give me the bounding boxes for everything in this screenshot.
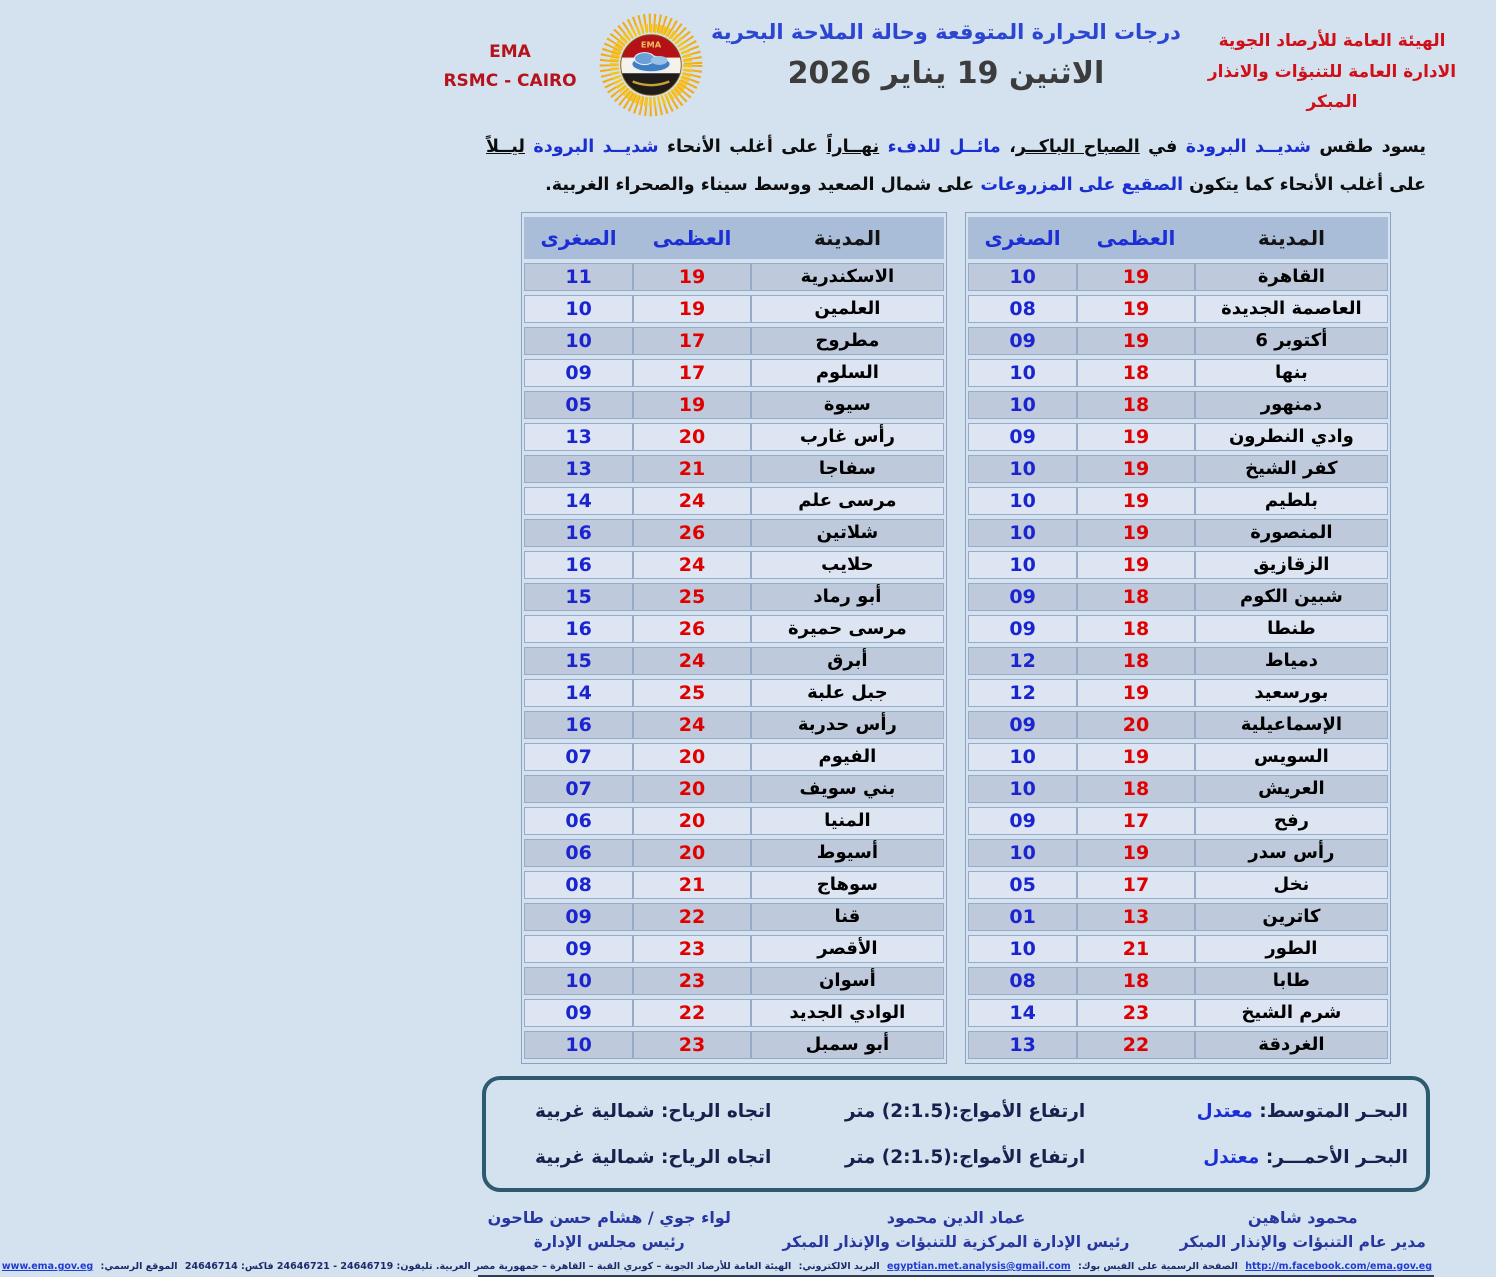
min-temp-cell: 07 [524,775,633,803]
max-temp-cell: 19 [1077,263,1195,291]
signature-name: عماد الدين محمود [886,1208,1026,1227]
city-name-cell: بنها [1195,359,1388,387]
header [416,0,1496,124]
min-temp-cell: 10 [968,391,1077,419]
summary-segment: مائــل للدفء [887,137,1001,157]
max-temp-cell: 24 [633,711,751,739]
city-row [524,1031,944,1059]
agency-abbr: EMA [489,42,531,62]
city-name-cell: مرسى علم [751,487,944,515]
min-temp-cell: 09 [524,903,633,931]
max-temp-cell: 19 [1077,839,1195,867]
summary-segment: شديــد البرودة [533,137,659,157]
summary-segment: على شمال الصعيد ووسط سيناء والصحراء الغربية. [545,175,981,195]
city-row [968,999,1388,1027]
max-temp-cell: 18 [1077,615,1195,643]
max-temp-cell: 20 [633,839,751,867]
city-row [524,615,944,643]
min-temp-cell: 12 [968,679,1077,707]
column-header-city: المدينة [751,217,944,259]
left-temperature-table [524,213,944,1063]
city-row [524,551,944,579]
city-row [968,551,1388,579]
max-temp-cell: 19 [633,263,751,291]
min-temp-cell: 13 [968,1031,1077,1059]
max-temp-cell: 24 [633,647,751,675]
forecast-date: الاثنين 19 يناير 2026 [787,56,1105,91]
min-temp-cell: 16 [524,519,633,547]
max-temp-cell: 22 [633,903,751,931]
min-temp-cell: 16 [524,551,633,579]
right-temperature-table [968,213,1388,1063]
min-temp-cell: 09 [968,807,1077,835]
min-temp-cell: 08 [968,967,1077,995]
city-row [524,679,944,707]
city-row [968,647,1388,675]
city-row [524,711,944,739]
summary-segment: نهــاراً [826,137,880,157]
max-temp-cell: 17 [633,359,751,387]
min-temp-cell: 10 [524,327,633,355]
facebook-link[interactable]: http://m.facebook.com/ema.gov.eg [1245,1261,1432,1272]
max-temp-cell: 19 [1077,743,1195,771]
city-name-cell: رأس حدربة [751,711,944,739]
city-row [968,519,1388,547]
city-name-cell: سوهاج [751,871,944,899]
summary-segment: الصباح الباكــر [1015,137,1140,157]
min-temp-cell: 06 [524,807,633,835]
min-temp-cell: 09 [524,999,633,1027]
org-line1: الهيئة العامة للأرصاد الجوية [1218,31,1446,51]
max-temp-cell: 18 [1077,359,1195,387]
sea-label: البحـر المتوسط: [1252,1100,1408,1122]
city-name-cell: قنا [751,903,944,931]
max-temp-cell: 19 [1077,551,1195,579]
city-row [524,999,944,1027]
city-row [524,807,944,835]
city-name-cell: كفر الشيخ [1195,455,1388,483]
max-temp-cell: 23 [633,935,751,963]
org-address: الهيئة العامة للأرصاد الجوية – كوبري القبة – القاهرة – جمهورية مصر العربية. تليفون: 24646719 - 24646721 فاكس: 24646714 [184,1261,792,1272]
city-row [968,327,1388,355]
min-temp-cell: 10 [968,839,1077,867]
agency-center: RSMC - CAIRO [443,70,577,91]
city-name-cell: 6 أكتوبر [1195,327,1388,355]
summary-segment: الصقيع على المزروعات [980,175,1184,195]
column-header-min: الصغرى [968,217,1077,259]
city-name-cell: الطور [1195,935,1388,963]
city-row [524,583,944,611]
city-name-cell: شبين الكوم [1195,583,1388,611]
summary-segment: في [1139,137,1186,157]
city-row [968,935,1388,963]
max-temp-cell: 26 [633,615,751,643]
min-temp-cell: 14 [524,679,633,707]
min-temp-cell: 10 [968,455,1077,483]
city-row [524,935,944,963]
city-row [524,743,944,771]
sea-condition-row [504,1134,1408,1180]
min-temp-cell: 12 [968,647,1077,675]
signature-title: رئيس الإدارة المركزية للتنبؤات والإنذار المبكر [782,1233,1130,1251]
city-name-cell: العلمين [751,295,944,323]
city-name-cell: نخل [1195,871,1388,899]
min-temp-cell: 08 [524,871,633,899]
signature-block [1140,1208,1466,1251]
max-temp-cell: 20 [633,807,751,835]
min-temp-cell: 09 [968,327,1077,355]
max-temp-cell: 17 [1077,807,1195,835]
summary-segment: ، [1000,137,1016,157]
summary-segment: على أغلب الأنحاء [658,137,827,157]
max-temp-cell: 20 [1077,711,1195,739]
max-temp-cell: 20 [633,775,751,803]
city-name-cell: رفح [1195,807,1388,835]
temperature-tables [416,212,1496,1064]
city-row [968,263,1388,291]
city-name-cell: أسوان [751,967,944,995]
min-temp-cell: 09 [968,615,1077,643]
min-temp-cell: 09 [968,423,1077,451]
wind-direction: اتجاه الرياح: شمالية غربية [534,1100,772,1122]
min-temp-cell: 10 [968,519,1077,547]
min-temp-cell: 10 [968,487,1077,515]
sea-state: معتدل [1203,1146,1260,1168]
city-name-cell: القاهرة [1195,263,1388,291]
city-name-cell: دمياط [1195,647,1388,675]
facebook-label: الصفحة الرسمية على الفيس بوك: [1077,1261,1238,1272]
max-temp-cell: 20 [633,743,751,771]
max-temp-cell: 22 [1077,1031,1195,1059]
city-row [524,487,944,515]
min-temp-cell: 10 [524,1031,633,1059]
max-temp-cell: 19 [1077,519,1195,547]
city-row [524,359,944,387]
city-name-cell: المنصورة [1195,519,1388,547]
min-temp-cell: 10 [968,775,1077,803]
website-link[interactable]: www.ema.gov.eg [1,1261,94,1272]
city-row [524,423,944,451]
max-temp-cell: 18 [1077,967,1195,995]
city-name-cell: طابا [1195,967,1388,995]
city-name-cell: شلاتين [751,519,944,547]
max-temp-cell: 18 [1077,775,1195,803]
city-row [524,327,944,355]
city-name-cell: بورسعيد [1195,679,1388,707]
city-row [968,807,1388,835]
max-temp-cell: 18 [1077,391,1195,419]
summary-segment: يسود طقس [1310,137,1426,157]
svg-text:EMA: EMA [640,39,662,50]
summary-segment: على أغلب الأنحاء كما يتكون [1183,175,1426,195]
max-temp-cell: 18 [1077,647,1195,675]
column-header-max: العظمى [633,217,751,259]
min-temp-cell: 10 [968,263,1077,291]
max-temp-cell: 19 [1077,295,1195,323]
city-row [968,359,1388,387]
min-temp-cell: 09 [968,583,1077,611]
max-temp-cell: 24 [633,487,751,515]
signature-name: لواء جوي / هشام حسن طاحون [487,1208,731,1227]
signature-title: مدير عام التنبؤات والإنذار المبكر [1179,1233,1426,1251]
sea-label: البحـر الأحمـــر: [1259,1146,1408,1168]
city-name-cell: شرم الشيخ [1195,999,1388,1027]
min-temp-cell: 07 [524,743,633,771]
max-temp-cell: 25 [633,679,751,707]
min-temp-cell: 10 [968,935,1077,963]
sea-condition-row [504,1088,1408,1134]
max-temp-cell: 19 [1077,327,1195,355]
signature-title: رئيس مجلس الإدارة [533,1233,685,1251]
min-temp-cell: 14 [968,999,1077,1027]
wave-height: ارتفاع الأمواج:(2:1.5) متر [844,1100,1086,1122]
city-name-cell: العاصمة الجديدة [1195,295,1388,323]
min-temp-cell: 08 [968,295,1077,323]
city-name-cell: الإسماعيلية [1195,711,1388,739]
min-temp-cell: 09 [524,935,633,963]
city-row [968,775,1388,803]
city-name-cell: أسيوط [751,839,944,867]
marine-conditions-box [482,1076,1430,1192]
city-row [968,903,1388,931]
min-temp-cell: 09 [524,359,633,387]
city-row [524,455,944,483]
signature-name: محمود شاهين [1247,1208,1358,1227]
city-name-cell: سيوة [751,391,944,419]
summary-segment: ليــلاً [486,137,525,157]
max-temp-cell: 21 [1077,935,1195,963]
max-temp-cell: 23 [1077,999,1195,1027]
min-temp-cell: 05 [968,871,1077,899]
summary-segment [879,137,887,157]
max-temp-cell: 19 [633,391,751,419]
min-temp-cell: 15 [524,583,633,611]
city-name-cell: الزقازيق [1195,551,1388,579]
city-name-cell: الوادي الجديد [751,999,944,1027]
city-row [968,839,1388,867]
sea-name [1128,1147,1408,1168]
min-temp-cell: 13 [524,455,633,483]
city-row [524,295,944,323]
max-temp-cell: 23 [633,967,751,995]
max-temp-cell: 25 [633,583,751,611]
max-temp-cell: 23 [633,1031,751,1059]
city-row [524,967,944,995]
min-temp-cell: 10 [968,359,1077,387]
city-name-cell: بلطيم [1195,487,1388,515]
ema-logo [594,10,706,124]
city-name-cell: كاترين [1195,903,1388,931]
city-row [968,1031,1388,1059]
city-row [968,871,1388,899]
max-temp-cell: 26 [633,519,751,547]
max-temp-cell: 13 [1077,903,1195,931]
city-row [968,679,1388,707]
city-row [968,423,1388,451]
city-row [524,263,944,291]
table-header-row [968,217,1388,259]
wave-height: ارتفاع الأمواج:(2:1.5) متر [844,1146,1086,1168]
min-temp-cell: 05 [524,391,633,419]
city-row [968,743,1388,771]
city-name-cell: السلوم [751,359,944,387]
weather-summary [486,128,1426,204]
city-name-cell: الفيوم [751,743,944,771]
org-name-block [1182,10,1482,118]
city-name-cell: طنطا [1195,615,1388,643]
min-temp-cell: 16 [524,615,633,643]
max-temp-cell: 19 [633,295,751,323]
max-temp-cell: 17 [633,327,751,355]
max-temp-cell: 21 [633,455,751,483]
city-row [968,711,1388,739]
city-name-cell: وادي النطرون [1195,423,1388,451]
sea-name [1128,1101,1408,1122]
column-header-city: المدينة [1195,217,1388,259]
city-row [968,295,1388,323]
city-name-cell: الغردقة [1195,1031,1388,1059]
city-name-cell: جبل علبة [751,679,944,707]
min-temp-cell: 15 [524,647,633,675]
signature-block [772,1208,1139,1251]
city-row [524,903,944,931]
signature-block [446,1208,772,1251]
city-row [524,775,944,803]
city-name-cell: الاسكندرية [751,263,944,291]
max-temp-cell: 20 [633,423,751,451]
page-title: درجات الحرارة المتوقعة وحالة الملاحة البحرية [711,20,1181,44]
column-header-min: الصغرى [524,217,633,259]
city-row [968,967,1388,995]
city-row [524,391,944,419]
max-temp-cell: 19 [1077,679,1195,707]
city-row [968,583,1388,611]
max-temp-cell: 24 [633,551,751,579]
max-temp-cell: 19 [1077,487,1195,515]
min-temp-cell: 10 [524,967,633,995]
city-name-cell: دمنهور [1195,391,1388,419]
email-label: البريد الالكتروني: [798,1261,880,1272]
left-table-frame [521,212,947,1064]
sea-state: معتدل [1196,1100,1253,1122]
city-row [524,519,944,547]
website-label: الموقع الرسمي: [100,1261,178,1272]
right-table-frame [965,212,1391,1064]
city-name-cell: حلايب [751,551,944,579]
city-row [968,487,1388,515]
min-temp-cell: 09 [968,711,1077,739]
city-row [524,647,944,675]
min-temp-cell: 10 [968,551,1077,579]
city-row [968,615,1388,643]
city-name-cell: سفاجا [751,455,944,483]
ema-sun-flag-logo-icon [596,10,706,120]
min-temp-cell: 01 [968,903,1077,931]
max-temp-cell: 19 [1077,423,1195,451]
min-temp-cell: 13 [524,423,633,451]
column-header-max: العظمى [1077,217,1195,259]
min-temp-cell: 14 [524,487,633,515]
max-temp-cell: 21 [633,871,751,899]
city-name-cell: أبو سمبل [751,1031,944,1059]
city-name-cell: المنيا [751,807,944,835]
city-name-cell: أبو رماد [751,583,944,611]
signatures [446,1208,1466,1251]
title-block [710,10,1182,91]
city-name-cell: أبرق [751,647,944,675]
max-temp-cell: 19 [1077,455,1195,483]
table-header-row [524,217,944,259]
city-row [524,839,944,867]
city-row [524,871,944,899]
city-name-cell: السويس [1195,743,1388,771]
contact-footer [1,1261,1434,1277]
max-temp-cell: 22 [633,999,751,1027]
city-name-cell: رأس غارب [751,423,944,451]
city-name-cell: الأقصر [751,935,944,963]
city-name-cell: رأس سدر [1195,839,1388,867]
email-link[interactable]: egyptian.met.analysis@gmail.com [886,1261,1071,1272]
weather-bulletin-page [1,0,1496,1272]
city-name-cell: مطروح [751,327,944,355]
city-row [968,455,1388,483]
summary-segment: شديــد البرودة [1185,137,1311,157]
city-name-cell: العريش [1195,775,1388,803]
min-temp-cell: 06 [524,839,633,867]
city-name-cell: مرسى حميرة [751,615,944,643]
city-row [968,391,1388,419]
max-temp-cell: 18 [1077,583,1195,611]
min-temp-cell: 10 [968,743,1077,771]
min-temp-cell: 11 [524,263,633,291]
org-line2: الادارة العامة للتنبؤات والانذار المبكر [1207,61,1457,113]
agency-abbr-block [430,10,590,96]
min-temp-cell: 16 [524,711,633,739]
city-name-cell: بني سويف [751,775,944,803]
wind-direction: اتجاه الرياح: شمالية غربية [534,1146,772,1168]
min-temp-cell: 10 [524,295,633,323]
max-temp-cell: 17 [1077,871,1195,899]
